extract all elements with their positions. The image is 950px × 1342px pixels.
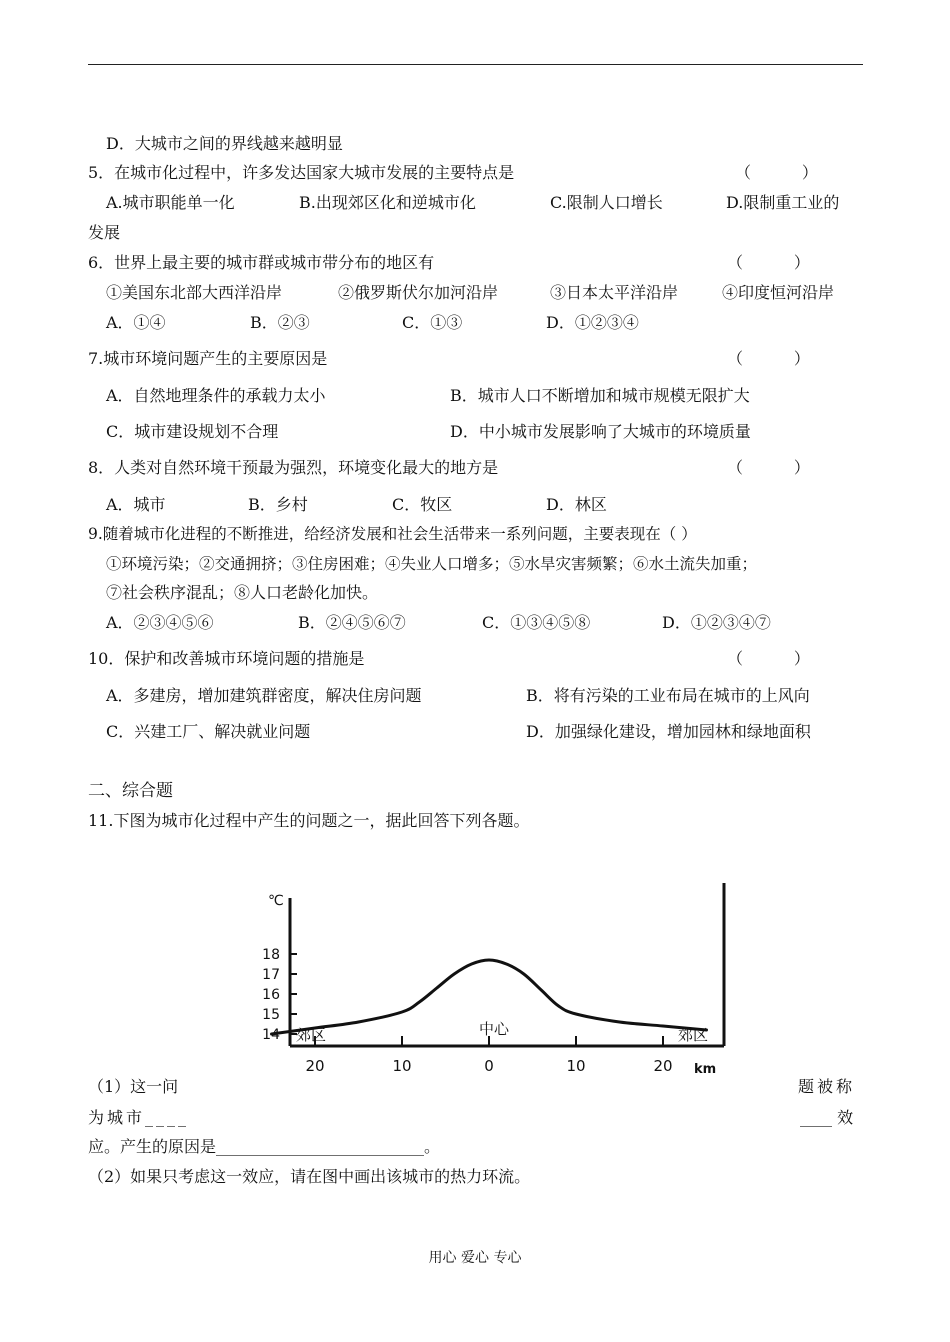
x-tick-label: 20: [305, 1057, 325, 1075]
q6-answer-blank[interactable]: （ ）: [727, 253, 810, 272]
chart-labels: [268, 893, 716, 1077]
q5-option-d: D.限制重工业的: [726, 193, 840, 212]
x-axis-unit-label: km: [694, 1062, 717, 1077]
q10-options-row-1: [106, 685, 866, 707]
q8-option-a: A．城市: [106, 495, 166, 514]
y-axis-unit-label: ℃: [268, 893, 284, 909]
q10-option-b: B．将有污染的工业布局在城市的上风向: [526, 686, 810, 705]
q5-options: [106, 192, 866, 214]
q6-option-a: A．①④: [106, 313, 166, 332]
y-tick-label: 17: [262, 967, 280, 983]
q11-part2: （2）如果只考虑这一效应，请在图中画出该城市的热力环流。: [88, 1167, 531, 1186]
q6-option-d: D．①②③④: [546, 313, 639, 332]
x-tick-label: 0: [484, 1057, 494, 1075]
q7-answer-blank[interactable]: （ ）: [727, 349, 810, 368]
q6-item-4: ④印度恒河沿岸: [722, 283, 835, 302]
q10-option-c: C．兴建工厂、解决就业问题: [106, 722, 311, 741]
q5-option-b: B.出现郊区化和逆城市化: [299, 193, 476, 212]
q8-option-d: D．林区: [546, 495, 607, 514]
section-title: 二、综合题: [88, 781, 173, 801]
q6-option-b: B．②③: [250, 313, 310, 332]
footer-text: 用心 爱心 专心: [428, 1250, 522, 1266]
q6-stem: 6．世界上最主要的城市群或城市带分布的地区有: [88, 253, 435, 272]
q11-part1c[interactable]: 应。产生的原因是__________________________。: [88, 1137, 441, 1156]
q5-option-a: A.城市职能单一化: [106, 193, 235, 212]
q10-option-a: A．多建房，增加建筑群密度，解决住房问题: [106, 686, 422, 705]
q5-option-wrap: 发展: [88, 223, 121, 242]
q7-option-b: B．城市人口不断增加和城市规模无限扩大: [450, 386, 750, 405]
q5-option-c: C.限制人口增长: [550, 193, 663, 212]
x-tick-label: 10: [566, 1057, 586, 1075]
y-tick-label: 18: [262, 947, 280, 963]
y-tick-label: 16: [262, 987, 280, 1003]
q11-part1-left: （1）这一问: [88, 1077, 179, 1096]
q7-option-d: D．中小城市发展影响了大城市的环境质量: [450, 422, 751, 441]
q9-stem: 9.随着城市化进程的不断推进，给经济发展和社会生活带来一系列问题，主要表现在（ ）: [88, 525, 697, 543]
q11-part1b-left[interactable]: 为城市____: [88, 1108, 190, 1127]
q11-stem: 11.下图为城市化过程中产生的问题之一，据此回答下列各题。: [88, 811, 530, 830]
q8-stem: 8．人类对自然环境干预最为强烈，环境变化最大的地方是: [88, 458, 499, 477]
q9-items-line-2: ⑦社会秩序混乱；⑧人口老龄化加快。: [106, 583, 379, 602]
q8-options: [106, 494, 866, 516]
x-tick-label: 10: [392, 1057, 412, 1075]
q10-options-row-2: [106, 721, 866, 743]
urban-heat-island-chart: [212, 853, 752, 1093]
region-label-center: 中心: [478, 1020, 510, 1038]
q5-answer-blank[interactable]: （ ）: [735, 163, 818, 182]
y-tick-label: 15: [262, 1007, 280, 1023]
q7-option-a: A．自然地理条件的承载力太小: [106, 386, 326, 405]
q9-option-a: A．②③④⑤⑥: [106, 613, 214, 632]
q7-stem: 7.城市环境问题产生的主要原因是: [88, 349, 328, 368]
header-rule: [88, 64, 863, 65]
q6-options: [106, 312, 866, 334]
q9-items-line-1: ①环境污染；②交通拥挤；③住房困难；④失业人口增多；⑤水旱灾害频繁；⑥水土流失加重；: [106, 555, 758, 573]
q9-option-c: C．①③④⑤⑧: [482, 613, 591, 632]
q11-part1-right: 题被称: [798, 1077, 856, 1096]
q6-item-3: ③日本太平洋沿岸: [550, 283, 679, 302]
q7-options-row-2: [106, 421, 866, 443]
q11-part1b-right[interactable]: ____ 效: [800, 1108, 854, 1127]
q4-option-d: D．大城市之间的界线越来越明显: [106, 134, 343, 153]
q6-item-1: ①美国东北部大西洋沿岸: [106, 283, 283, 302]
q8-option-b: B．乡村: [248, 495, 308, 514]
q6-item-2: ②俄罗斯伏尔加河沿岸: [338, 283, 499, 302]
q10-stem: 10．保护和改善城市环境问题的措施是: [88, 649, 365, 668]
q8-option-c: C．牧区: [392, 495, 453, 514]
region-label-left: 郊区: [296, 1026, 327, 1044]
q10-answer-blank[interactable]: （ ）: [727, 649, 810, 668]
q9-option-b: B．②④⑤⑥⑦: [298, 613, 406, 632]
q8-answer-blank[interactable]: （ ）: [727, 458, 810, 477]
q5-stem: 5．在城市化过程中，许多发达国家大城市发展的主要特点是: [88, 163, 515, 182]
y-tick-label: 14: [262, 1027, 280, 1043]
q6-items: [106, 282, 866, 304]
x-tick-label: 20: [653, 1057, 673, 1075]
q7-options-row-1: [106, 385, 866, 407]
q7-option-c: C．城市建设规划不合理: [106, 422, 279, 441]
q9-option-d: D．①②③④⑦: [662, 613, 771, 632]
q9-options: [106, 612, 866, 634]
q10-option-d: D．加强绿化建设，增加园林和绿地面积: [526, 722, 811, 741]
q6-option-c: C．①③: [402, 313, 463, 332]
region-label-right: 郊区: [678, 1026, 709, 1044]
